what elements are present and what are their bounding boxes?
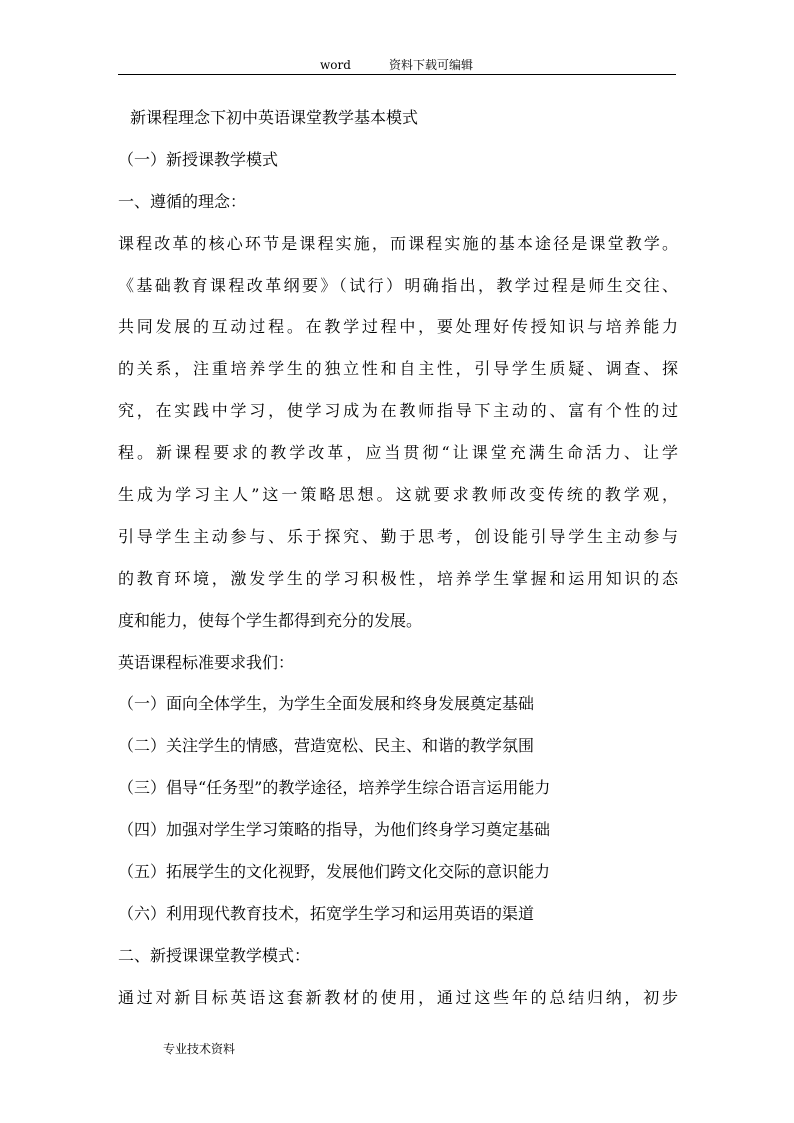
paragraph-line: 生成为学习主人”这一策略思想。这就要求教师改变传统的教学观， [118, 485, 678, 505]
paragraph-line: 引导学生主动参与、乐于探究、勤于思考，创设能引导学生主动参与 [118, 526, 678, 546]
heading-principles: 一、遵循的理念： [118, 191, 247, 211]
paragraph-line: 度和能力，使每个学生都得到充分的发展。 [118, 610, 423, 630]
document-title: 新课程理念下初中英语课堂教学基本模式 [130, 108, 419, 127]
standard-item: （六）利用现代教育技术，拓宽学生学习和运用英语的渠道 [118, 903, 535, 923]
paragraph-line: 共同发展的互动过程。在教学过程中，要处理好传授知识与培养能力 [118, 317, 678, 337]
header-editable-label: 资料下载可编辑 [389, 58, 474, 72]
standard-item: （五）拓展学生的文化视野，发展他们跨文化交际的意识能力 [118, 862, 551, 882]
paragraph-line: 课程改革的核心环节是课程实施，而课程实施的基本途径是课堂教学。 [118, 233, 678, 253]
paragraph-line: 程。新课程要求的教学改革，应当贯彻“让课堂充满生命活力、让学 [118, 443, 678, 463]
paragraph-line: 的关系，注重培养学生的独立性和自主性，引导学生质疑、调查、探 [118, 359, 678, 379]
standard-item: （二）关注学生的情感，营造宽松、民主、和谐的教学氛围 [118, 736, 535, 756]
paragraph-line: 究，在实践中学习，使学习成为在教师指导下主动的、富有个性的过 [118, 401, 678, 421]
standard-item: （四）加强对学生学习策略的指导，为他们终身学习奠定基础 [118, 820, 551, 840]
section-heading: （一）新授课教学模式 [118, 149, 279, 169]
standards-intro: 英语课程标准要求我们： [118, 652, 295, 672]
page-footer: 专业技术资料 [163, 1042, 236, 1056]
heading-teaching-model: 二、新授课课堂教学模式： [118, 945, 311, 965]
document-body [118, 101, 678, 1023]
header-word-label: word [320, 58, 351, 72]
page-header [118, 56, 676, 75]
paragraph-line: 通过对新目标英语这套新教材的使用，通过这些年的总结归纳，初步 [118, 987, 678, 1007]
standard-item: （三）倡导“任务型”的教学途径，培养学生综合语言运用能力 [118, 778, 551, 798]
standard-item: （一）面向全体学生，为学生全面发展和终身发展奠定基础 [118, 694, 535, 714]
paragraph-line: 《基础教育课程改革纲要》（试行）明确指出，教学过程是师生交往、 [118, 275, 678, 295]
paragraph-line: 的教育环境，激发学生的学习积极性，培养学生掌握和运用知识的态 [118, 568, 678, 588]
